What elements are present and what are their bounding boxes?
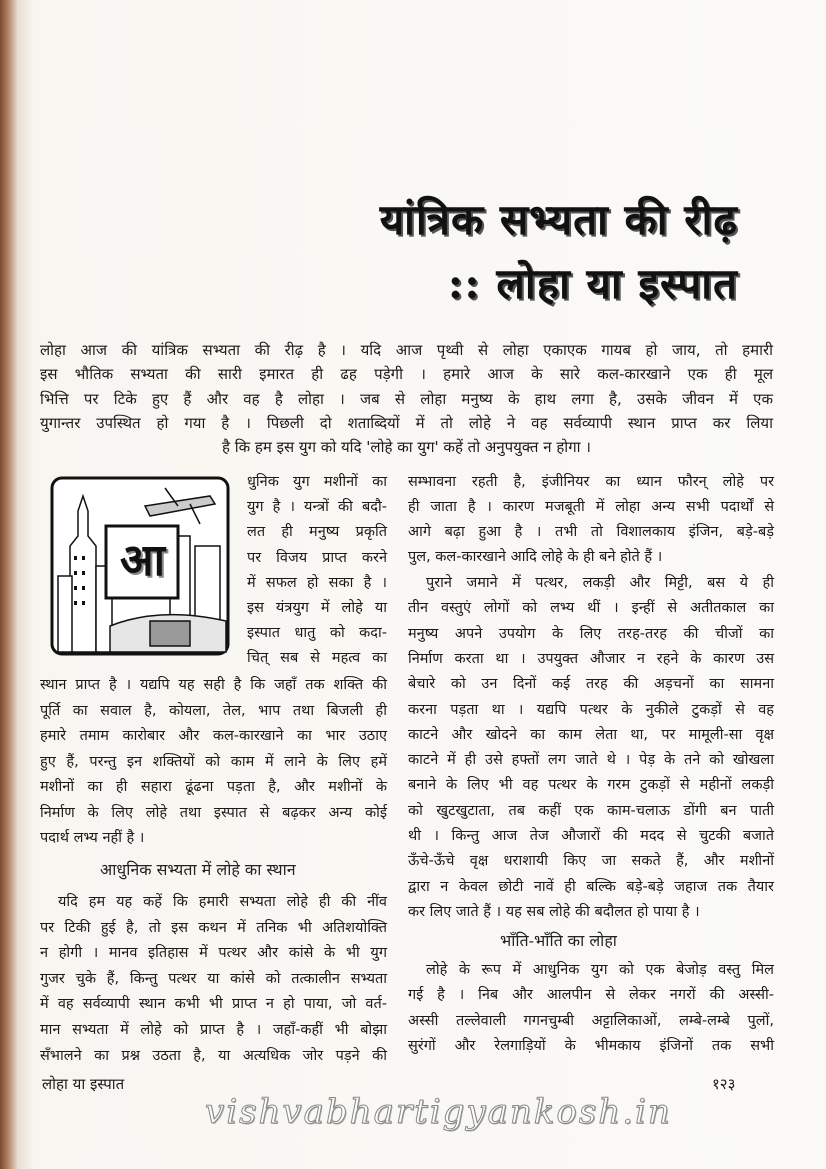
- text-line: निर्माण करता था । उपयुक्त औजार न रहने के कारण उस: [408, 650, 774, 667]
- text-line: तीन वस्तुएं लोगों को लभ्य थीं । इन्हीं से अतीतकाल का: [408, 600, 774, 617]
- text-line: हुए हैं, परन्तु इन शक्तियों को काम में लाने के लिए हमें: [40, 753, 387, 770]
- text-line: बेचारे को उन दिनों कई तरह की अड़चनों का सामना: [408, 676, 774, 693]
- page-title-line-1: यांत्रिक सभ्यता की रीढ़: [379, 195, 738, 244]
- text-line: पर टिकी हुई है, तो इस कथन में तनिक भी अतिशयोक्ति: [40, 919, 387, 936]
- text-line: मशीनों का ही सहारा ढूंढना पड़ता है, और मशीनों के: [40, 779, 387, 795]
- text-line: गई है । निब और आलपीन से लेकर नगरों की अस्सी-: [408, 987, 774, 1004]
- text-line: में वह सर्वव्यापी स्थान कभी भी प्राप्त न हो पाया, जो वर्त-: [40, 996, 387, 1013]
- text-line: पुल, कल-कारखाने आदि लोहे के ही बने होते हैं ।: [408, 549, 663, 565]
- text-line: भित्ति पर टिके हुए हैं और वह है लोहा । जब से लोहा मनुष्य के हाथ लगा है, उसके जीवन में एक: [40, 389, 773, 408]
- text-line: हमारे तमाम कारोबार और कल-कारखाने का भार उठाए: [40, 728, 387, 744]
- text-line: काटने और खोदने का काम लेता था, पर मामूली-सा वृक्ष: [408, 726, 774, 743]
- text-line: पर विजय प्राप्त करने: [247, 549, 387, 566]
- text-line: इस भौतिक सभ्यता की सारी इमारत ही ढह पड़ेगी । हमारे आज के सारे कल-कारखाने एक ही मूल: [40, 365, 773, 384]
- text-line: सम्भावना रहती है, इंजीनियर का ध्यान फौरन् लोहे पर: [408, 474, 774, 490]
- text-line: बनाने के लिए भी वह पत्थर के गरम टुकड़ों से महीनों लकड़ी: [408, 777, 774, 794]
- text-line: इस यंत्रयुग में लोहे या: [247, 600, 387, 616]
- text-line: अस्सी तल्लेवाली गगनचुम्बी अट्टालिकाओं, लम्बे-लम्बे पुलों,: [408, 1012, 774, 1029]
- text-line: सँभालने का प्रश्न उठता है, या अत्यधिक जोर पड़ने की: [40, 1047, 387, 1064]
- text-line: मनुष्य अपने उपयोग के लिए तरह-तरह की चीजों का: [408, 625, 774, 642]
- text-line: है कि हम इस युग को यदि 'लोहे का युग' कहें तो अनुपयुक्त न होगा ।: [222, 438, 591, 457]
- drop-cap: आ: [120, 535, 165, 586]
- text-line: पूर्ति का सवाल है, कोयला, तेल, भाप तथा बिजली ही: [40, 702, 387, 719]
- text-line: युगान्तर उपस्थित हो गया है । पिछली दो शताब्दियों में तो लोहे ने वह सर्वव्यापी स्थान प्राप्त कर लिया: [40, 413, 773, 432]
- watermark: vishvabhartigyankosh.in: [205, 1092, 672, 1132]
- running-title: लोहा या इस्पात: [42, 1075, 125, 1093]
- text-line: पुराने जमाने में पत्थर, लकड़ी और मिट्टी, बस ये ही: [426, 575, 774, 591]
- text-line: में सफल हो सका है ।: [247, 574, 387, 591]
- text-line: मान सभ्यता में लोहे को प्राप्त है । जहाँ-कहीं भी बोझा: [40, 1022, 387, 1038]
- text-line: लत ही मनुष्य प्रकृति: [247, 524, 387, 541]
- text-line: चित् सब से महत्व का: [247, 650, 387, 667]
- section-heading-types-of-iron: भाँति-भाँति का लोहा: [500, 931, 617, 950]
- text-line: कर लिए जाते हैं । यह सब लोहे की बदौलत हो पाया है ।: [408, 903, 700, 920]
- text-line: युग है । यन्त्रों की बदौ-: [247, 499, 387, 516]
- text-line: को खुटखुटाता, तब कहीं एक काम-चलाऊ डोंगी बन पाती: [408, 802, 774, 819]
- page-number: १२३: [712, 1075, 736, 1093]
- text-line: गुजर चुके हैं, किन्तु पत्थर या कांसे को तत्कालीन सभ्यता: [40, 970, 387, 987]
- text-line: स्थान प्राप्त है । यद्यपि यह सही है कि जहाँ तक शक्ति की: [40, 677, 387, 693]
- text-line: लोहा आज की यांत्रिक सभ्यता की रीढ़ है । यदि आज पृथ्वी से लोहा एकाएक गायब हो जाय, तो हमारी: [40, 341, 773, 359]
- text-line: सुरंगों और रेलगाड़ियों के भीमकाय इंजिनों तक सभी: [408, 1037, 774, 1054]
- text-line: द्वारा न केवल छोटी नावें ही बल्कि बड़े-बड़े जहाज तक तैयार: [408, 878, 774, 895]
- text-line: आगे बढ़ा हुआ है । तभी तो विशालकाय इंजिन, बड़े-बड़े: [408, 524, 774, 540]
- text-line: लोहे के रूप में आधुनिक युग को एक बेजोड़ वस्तु मिल: [426, 962, 774, 978]
- text-line: पदार्थ लभ्य नहीं है ।: [40, 830, 145, 846]
- text-line: ही जाता है । कारण मजबूती में लोहा अन्य सभी पदार्थों से: [408, 499, 774, 515]
- page-title-line-2: :: लोहा या इस्पात: [447, 259, 738, 308]
- text-line: न होगी । मानव इतिहास में पत्थर और कांसे के भी युग: [40, 945, 387, 962]
- text-line: यदि हम यह कहें कि हमारी सभ्यता लोहे ही की नींव: [58, 894, 387, 910]
- text-line: धुनिक युग मशीनों का: [247, 474, 387, 490]
- text-line: निर्माण के लिए लोहे तथा इस्पात से बढ़कर अन्य कोई: [40, 804, 387, 821]
- text-line: इस्पात धातु को कदा-: [247, 625, 387, 642]
- text-line: ऊँचे-ऊँचे वृक्ष धराशायी किए जा सकते हैं, और मशीनों: [408, 853, 774, 870]
- text-line: काटने में ही उसे हफ्तों लग जाते थे । पेड़ के तने को खोखला: [408, 752, 774, 769]
- text-line: करना पड़ता था । यद्यपि पत्थर के नुकीले टुकड़ों से वह: [408, 701, 774, 718]
- text-line: थी । किन्तु आज तेज औजारों की मदद से चुटकी बजाते: [408, 828, 774, 844]
- section-heading-modern-civilization: आधुनिक सभ्यता में लोहे का स्थान: [100, 860, 296, 879]
